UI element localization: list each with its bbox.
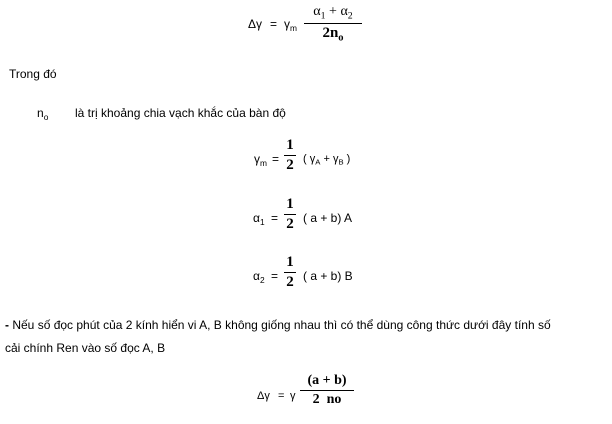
eq4-fraction-bar [284, 272, 296, 273]
eq4-frac-den: 2 [286, 274, 294, 290]
eq4-fraction [284, 255, 296, 290]
eq2-rhs: ( $\gamma_A + \gamma_B$ ) [303, 153, 351, 167]
eq3-equals: = [271, 211, 279, 225]
where-label: Trong đó [9, 67, 57, 81]
eq3-rhs: ( a + b) A [303, 211, 353, 225]
eq1-denominator: $2n_o$ [322, 25, 344, 44]
eq5-numerator: (a + b) [307, 373, 347, 388]
eq5-fraction-bar [300, 390, 354, 391]
eq1-equals: = [270, 17, 278, 31]
eq5-denominator: 2 no [312, 392, 342, 407]
note-line-1: - Nếu số đọc phút của 2 kính hiển vi A, B không giống nhau thì có thể dùng công thức dưới đây tính số [5, 318, 551, 332]
eq5-lhs: Δγ [257, 390, 270, 402]
eq1-gamma: $\gamma_m$ [284, 17, 297, 33]
eq2-frac-num: 1 [286, 137, 294, 153]
eq4-equals: = [271, 269, 279, 283]
eq3-frac-den: 2 [286, 216, 294, 232]
eq3-fraction [284, 197, 296, 232]
eq5-gamma: γ [290, 390, 296, 402]
eq4-lhs: $\alpha_2$ [253, 269, 265, 285]
eq3-lhs: $\alpha_1$ [253, 211, 265, 227]
eq3-fraction-bar [284, 214, 296, 215]
eq1-fraction-bar [304, 23, 362, 24]
eq3-frac-num: 1 [286, 196, 294, 212]
eq1-fraction [304, 5, 362, 44]
eq5-equals: = [278, 390, 285, 402]
note-line-2: cải chính Ren vào số đọc A, B [5, 341, 166, 355]
def-text: là trị khoảng chia vạch khắc của bàn độ [75, 106, 286, 120]
eq5-fraction [300, 374, 354, 407]
eq1-lhs: Δγ [248, 17, 263, 31]
def-symbol: $n_o$ [37, 106, 49, 122]
eq2-lhs: $\gamma_m$ [254, 152, 267, 168]
eq2-fraction-bar [284, 155, 296, 156]
eq2-fraction [284, 138, 296, 173]
eq4-frac-num: 1 [286, 254, 294, 270]
eq4-rhs: ( a + b) B [303, 269, 353, 283]
eq2-equals: = [272, 152, 280, 166]
eq2-frac-den: 2 [286, 157, 294, 173]
eq1-numerator: $\alpha_1 + \alpha_2$ [313, 4, 353, 22]
